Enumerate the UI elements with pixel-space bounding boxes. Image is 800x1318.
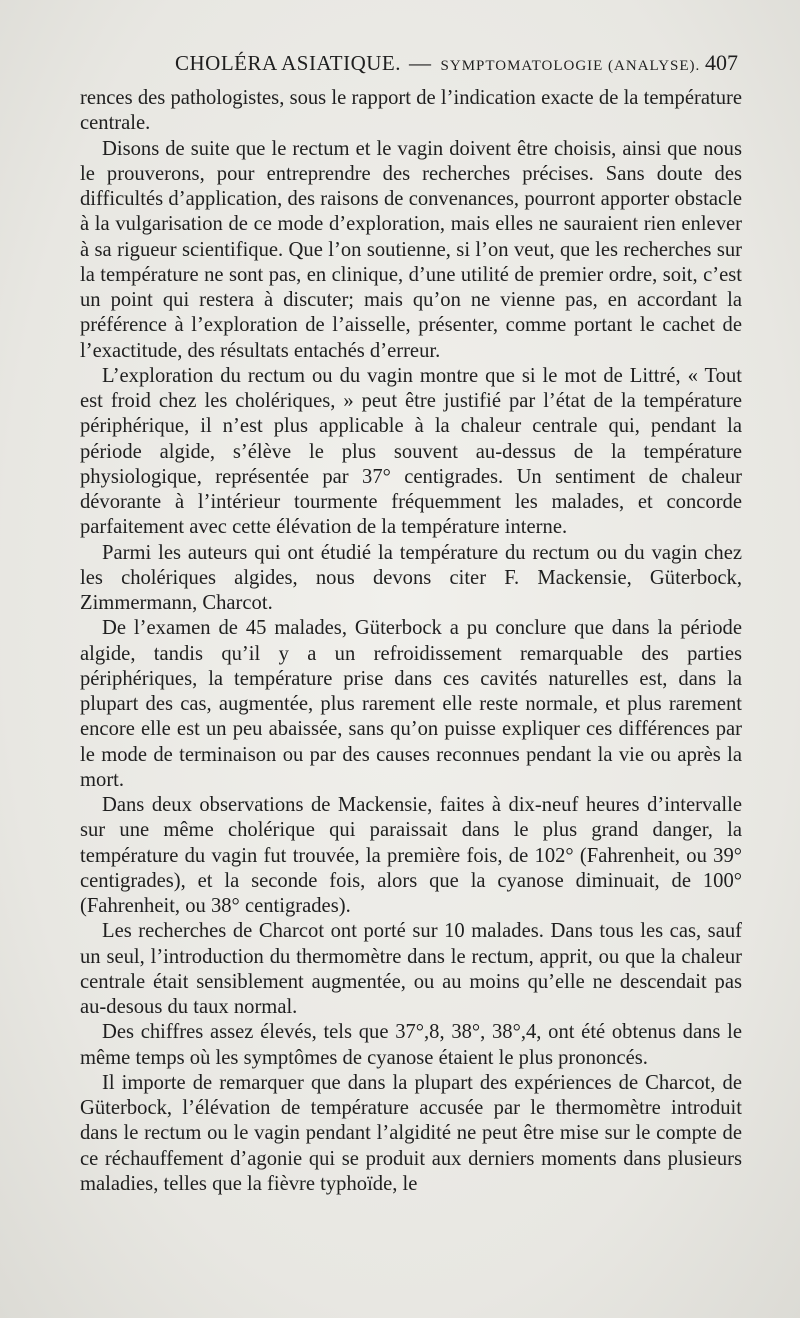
running-title-dash: —	[409, 50, 432, 75]
paragraph-auteurs: Parmi les auteurs qui ont étudié la température du rectum ou du vagin chez les cholériques algides, nous devons citer F. Mackensie, Güterbock, Zimmermann, Charcot.	[80, 541, 742, 614]
paragraph-continued: rences des pathologistes, sous le rapport de l’indication exacte de la température centrale.	[80, 87, 742, 135]
paragraph-remarque: Il importe de remarquer que dans la plupart des expériences de Charcot, de Güterbock, l’élévation de température accusée par le thermomètre introduit dans le rectum ou le vagin pendant l’algidité ne peut être mise sur le compte de ce réchauffement d’agonie qui se produit aux derniers moments dans plusieurs maladies, telles que la fièvre typhoïde, le	[80, 1071, 742, 1195]
page-header	[80, 50, 742, 82]
paragraph-rectum-vagin: Disons de suite que le rectum et le vagin doivent être choisis, ainsi que nous le prouverons, pour entreprendre des recherches précises. Sans doute des difficultés d’application, des raisons de convenances, pourront apporter obstacle à la vulgarisation de ce mode d’exploration, mais elles ne sauraient rien enlever à sa rigueur scientifique. Que l’on soutienne, si l’on veut, que les recherches sur la température ne sont pas, en clinique, d’une utilité de premier ordre, soit, c’est un point qui restera à discuter; mais qu’on ne vienne pas, en accordant la préférence à l’exploration de l’aisselle, présenter, comme portant le cachet de l’exactitude, des résultats entachés d’erreur.	[80, 137, 742, 362]
running-title	[175, 50, 700, 76]
paragraph-charcot: Les recherches de Charcot ont porté sur 10 malades. Dans tous les cas, sauf un seul, l’introduction du thermomètre dans le rectum, apprit, ou que la chaleur centrale était sensiblement augmentée, ou au moins qu’elle ne descendait pas au-desous du taux normal.	[80, 920, 742, 1018]
running-title-sub: SYMPTOMATOLOGIE (ANALYSE).	[440, 58, 701, 74]
running-title-main: CHOLÉRA ASIATIQUE.	[175, 51, 402, 75]
paragraph-exploration: L’exploration du rectum ou du vagin montre que si le mot de Littré, « Tout est froid chez les cholériques, » peut être justifié par l’état de la température périphérique, il n’est plus applicable à la chaleur centrale qui, pendant la période algide, s’élève le plus souvent au-dessus de la température physiologique, représentée par 37° centigrades. Un sentiment de chaleur dévorante à l’intérieur tourmente fréquemment les malades, et concorde parfaitement avec cette élévation de la température interne.	[80, 364, 742, 539]
paragraph-guterbock: De l’examen de 45 malades, Güterbock a pu conclure que dans la période algide, tandis qu’il y a un refroidissement remarquable des parties périphériques, la température prise dans ces cavités naturelles est, dans la plupart des cas, augmentée, plus rarement elle reste normale, et plus rarement encore elle est un peu abaissée, sans qu’on puisse expliquer ces différences par le mode de terminaison ou par des causes reconnues pendant la vie ou après la mort.	[80, 617, 742, 791]
body-text	[80, 86, 742, 1197]
paragraph-chiffres: Des chiffres assez élevés, tels que 37°,8, 38°, 38°,4, ont été obtenus dans le même temps où les symptômes de cyanose étaient le plus prononcés.	[80, 1021, 742, 1069]
paragraph-mackensie: Dans deux observations de Mackensie, faites à dix-neuf heures d’intervalle sur une même cholérique qui paraissait dans le plus grand danger, la température du vagin fut trouvée, la première fois, de 102° (Fahrenheit, ou 39° centigrades), et la seconde fois, alors que la cyanose diminuait, de 100° (Fahrenheit, ou 38° centigrades).	[80, 794, 742, 917]
page-number: 407	[705, 50, 738, 75]
